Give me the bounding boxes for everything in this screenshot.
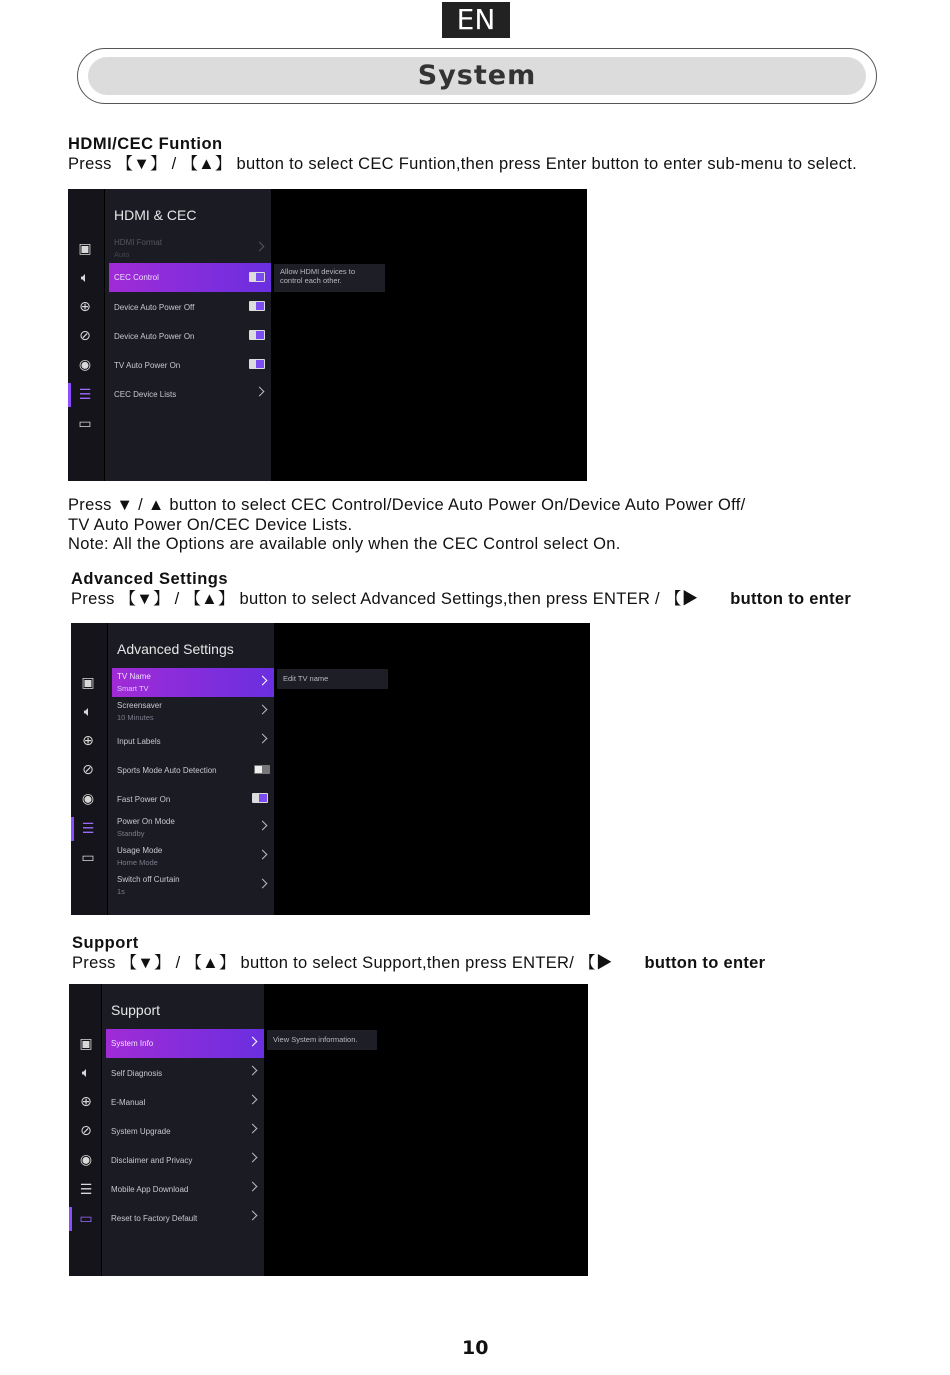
support-instruction — [72, 954, 765, 973]
toggle-off-icon[interactable] — [254, 765, 270, 774]
menu-item-value: 1s — [117, 887, 125, 896]
checkbox-checked-icon[interactable] — [249, 359, 265, 369]
chevron-right-icon — [258, 821, 268, 831]
menu-item-value: Home Mode — [117, 858, 158, 867]
network-icon[interactable]: ⊕ — [82, 733, 94, 749]
menu-item-e-manual[interactable] — [106, 1087, 264, 1116]
menu-item-device-auto-power-on[interactable] — [109, 321, 271, 350]
advanced-settings-panel — [108, 623, 274, 915]
picture-icon[interactable]: ▣ — [78, 241, 92, 257]
network-icon[interactable]: ⊕ — [79, 299, 91, 315]
advanced-settings-instruction — [71, 590, 851, 609]
checkbox-checked-icon[interactable] — [249, 330, 265, 340]
panel-title: HDMI & CEC — [114, 207, 197, 223]
menu-icon-rail — [71, 623, 107, 915]
menu-item-label: CEC Device Lists — [114, 390, 177, 399]
support-panel — [102, 984, 264, 1276]
panel-title: Support — [111, 1002, 161, 1018]
instruction-text: Press 【▼】 / 【▲】 button to select Support,then press ENTER/ 【▶ — [72, 954, 613, 972]
accessibility-icon[interactable]: ◉ — [79, 1152, 93, 1168]
menu-item-label: Fast Power On — [117, 795, 171, 804]
general-icon[interactable]: ⊘ — [80, 1123, 92, 1139]
sound-icon[interactable]: 🔈︎ — [81, 1065, 91, 1081]
menu-item-label: CEC Control — [114, 273, 159, 282]
menu-item-value: 10 Minutes — [117, 713, 154, 722]
menu-item-switch-off-curtain[interactable] — [112, 871, 274, 900]
accessibility-icon[interactable]: ◉ — [81, 791, 95, 807]
support-icon[interactable]: ▭ — [79, 1211, 93, 1227]
rail-active-indicator — [69, 1207, 72, 1231]
menu-item-label: Device Auto Power On — [114, 332, 195, 341]
system-icon[interactable]: ☰ — [78, 387, 92, 403]
chevron-right-icon — [248, 1153, 258, 1163]
rail-active-indicator — [68, 383, 71, 407]
menu-item-tv-name[interactable] — [112, 668, 274, 697]
menu-item-label: Switch off Curtain — [117, 875, 180, 884]
menu-item-label: Mobile App Download — [111, 1185, 189, 1194]
checkbox-checked-icon[interactable] — [249, 272, 265, 282]
instruction-text-tail: button to enter — [730, 590, 852, 608]
menu-item-self-diagnosis[interactable] — [106, 1058, 264, 1087]
chevron-right-icon — [258, 879, 268, 889]
menu-item-label: Device Auto Power Off — [114, 303, 195, 312]
menu-item-value: Auto — [114, 250, 130, 259]
network-icon[interactable]: ⊕ — [80, 1094, 92, 1110]
help-tooltip: Edit TV name — [277, 669, 388, 689]
menu-item-cec-device-lists[interactable] — [109, 379, 271, 408]
menu-item-usage-mode[interactable] — [112, 842, 274, 871]
section-title-frame — [77, 48, 877, 104]
menu-item-tv-auto-power-on[interactable] — [109, 350, 271, 379]
tooltip-line: Allow HDMI devices to — [280, 267, 356, 276]
support-icon[interactable]: ▭ — [81, 850, 95, 866]
help-tooltip: View System information. — [267, 1030, 377, 1050]
accessibility-icon[interactable]: ◉ — [78, 357, 92, 373]
advanced-settings-heading: Advanced Settings — [71, 570, 229, 588]
chevron-right-icon — [255, 242, 265, 252]
menu-item-system-upgrade[interactable] — [106, 1116, 264, 1145]
sound-icon[interactable]: 🔈︎ — [80, 270, 90, 286]
menu-item-reset-to-factory-default[interactable] — [106, 1203, 264, 1232]
general-icon[interactable]: ⊘ — [82, 762, 94, 778]
menu-icon-rail — [69, 984, 101, 1276]
page-number: 10 — [462, 1337, 489, 1359]
menu-icon-rail — [68, 189, 104, 481]
language-badge: EN — [442, 2, 510, 38]
menu-item-label: Reset to Factory Default — [111, 1214, 198, 1223]
menu-item-value: Standby — [117, 829, 145, 838]
panel-title: Advanced Settings — [117, 641, 234, 657]
chevron-right-icon — [255, 387, 265, 397]
picture-icon[interactable]: ▣ — [81, 675, 95, 691]
menu-item-label: Self Diagnosis — [111, 1069, 163, 1078]
hdmi-cec-instruction: Press 【▼】 / 【▲】 button to select CEC Funtion,then press Enter button to enter sub-menu to select. — [68, 155, 858, 173]
tooltip-line: control each other. — [280, 275, 342, 285]
instruction-text-tail: button to enter — [644, 954, 766, 972]
sound-icon[interactable]: 🔈︎ — [83, 704, 93, 720]
general-icon[interactable]: ⊘ — [79, 328, 91, 344]
menu-item-mobile-app-download[interactable] — [106, 1174, 264, 1203]
menu-item-label: System Upgrade — [111, 1127, 171, 1136]
hdmi-note-line-3: Note: All the Options are available only when the CEC Control select On. — [68, 535, 621, 553]
menu-item-label: TV Name — [117, 672, 151, 681]
hdmi-cec-panel — [105, 189, 271, 481]
menu-item-hdmi-format[interactable] — [109, 234, 271, 263]
chevron-right-icon — [258, 850, 268, 860]
menu-item-device-auto-power-off[interactable] — [109, 292, 271, 321]
hdmi-note-line-2: TV Auto Power On/CEC Device Lists. — [68, 516, 353, 534]
menu-item-input-labels[interactable] — [112, 726, 274, 755]
chevron-right-icon — [248, 1211, 258, 1221]
picture-icon[interactable]: ▣ — [79, 1036, 93, 1052]
section-title: System — [88, 57, 866, 95]
instruction-text: Press 【▼】 / 【▲】 button to select Advanced Settings,then press ENTER / 【▶ — [71, 590, 699, 608]
chevron-right-icon — [248, 1124, 258, 1134]
system-icon[interactable]: ☰ — [79, 1182, 93, 1198]
menu-item-sports-mode-auto-detection[interactable] — [112, 755, 274, 784]
help-tooltip — [274, 264, 385, 292]
support-screenshot — [69, 984, 588, 1276]
support-heading: Support — [72, 934, 139, 952]
chevron-right-icon — [248, 1182, 258, 1192]
menu-item-cec-control[interactable] — [109, 263, 271, 292]
menu-item-label: HDMI Format — [114, 238, 162, 247]
checkbox-checked-icon[interactable] — [252, 793, 268, 803]
hdmi-cec-screenshot — [68, 189, 587, 481]
menu-item-label: Input Labels — [117, 737, 161, 746]
system-icon[interactable]: ☰ — [81, 821, 95, 837]
hdmi-cec-heading: HDMI/CEC Funtion — [68, 135, 223, 153]
advanced-settings-screenshot — [71, 623, 590, 915]
checkbox-checked-icon[interactable] — [249, 301, 265, 311]
menu-item-system-info[interactable] — [106, 1029, 264, 1058]
hdmi-note-line-1: Press ▼ / ▲ button to select CEC Control/Device Auto Power On/Device Auto Power Off/ — [68, 496, 746, 514]
menu-item-fast-power-on[interactable] — [112, 784, 274, 813]
chevron-right-icon — [258, 676, 268, 686]
menu-item-label: E-Manual — [111, 1098, 146, 1107]
menu-item-disclaimer-and-privacy[interactable] — [106, 1145, 264, 1174]
menu-item-label: Screensaver — [117, 701, 162, 710]
menu-item-screensaver[interactable] — [112, 697, 274, 726]
menu-item-label: System Info — [111, 1039, 154, 1048]
chevron-right-icon — [258, 734, 268, 744]
menu-item-label: Disclaimer and Privacy — [111, 1156, 193, 1165]
menu-item-label: Sports Mode Auto Detection — [117, 766, 217, 775]
chevron-right-icon — [248, 1095, 258, 1105]
menu-item-label: Power On Mode — [117, 817, 175, 826]
menu-item-label: Usage Mode — [117, 846, 163, 855]
chevron-right-icon — [258, 705, 268, 715]
chevron-right-icon — [248, 1037, 258, 1047]
menu-item-label: TV Auto Power On — [114, 361, 181, 370]
rail-active-indicator — [71, 817, 74, 841]
chevron-right-icon — [248, 1066, 258, 1076]
support-icon[interactable]: ▭ — [78, 416, 92, 432]
menu-item-power-on-mode[interactable] — [112, 813, 274, 842]
menu-item-value: Smart TV — [117, 684, 149, 693]
